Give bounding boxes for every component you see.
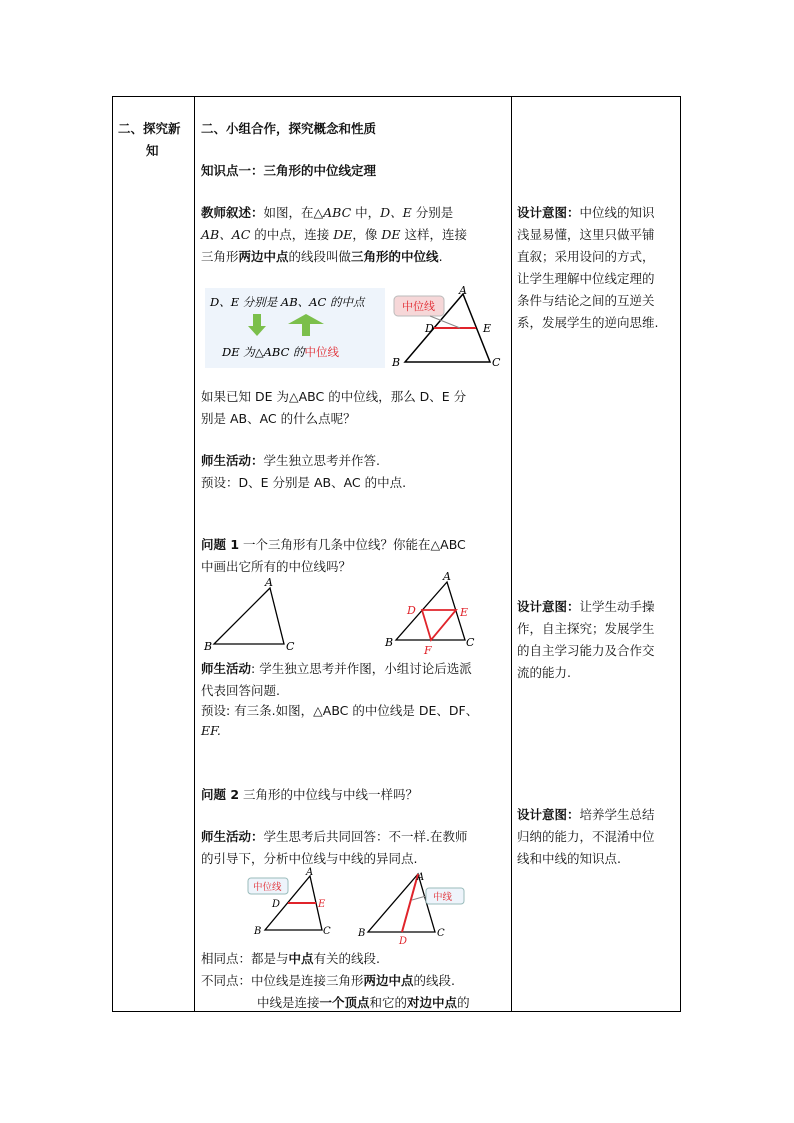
label-c: C — [492, 356, 501, 369]
midline-triangle-def — [422, 610, 456, 640]
activity-1: 师生活动：学生独立思考并作答. — [201, 453, 380, 468]
teacher-line-3: 三角形两边中点的线段叫做三角形的中位线. — [201, 249, 443, 264]
activity-3-line-2: 的引导下，分析中位线与中线的异同点. — [201, 851, 418, 866]
label-left-a: A — [265, 576, 273, 589]
label-n-c: C — [437, 928, 445, 939]
activity-2-line-2: 代表回答问题. — [201, 683, 280, 698]
three-midlines-diagram — [200, 572, 505, 658]
activity-3-line-1: 师生活动：学生思考后共同回答：不一样.在教师 — [201, 829, 468, 844]
midline-vs-median-diagram — [240, 866, 480, 948]
label-right-f: F — [424, 644, 432, 657]
label-d: D — [425, 322, 434, 335]
label-left-c: C — [286, 640, 295, 653]
diff-point-2: 中线是连接一个顶点和它的对边中点的 — [257, 995, 470, 1010]
triangle-left — [214, 588, 284, 644]
teacher-line-2: AB、AC 的中点，连接 DE，像 DE 这样，连接 — [201, 227, 468, 242]
section-heading: 二、小组合作，探究概念和性质 — [201, 121, 377, 136]
label-a: A — [459, 284, 467, 297]
column-divider-2 — [511, 97, 512, 1011]
callout-label: 中位线 — [402, 300, 435, 313]
definition-top-text: D、E 分别是 AB、AC 的中点 — [210, 295, 365, 309]
label-right-e: E — [460, 606, 469, 619]
label-n-a: A — [417, 872, 425, 883]
label-m-d: D — [272, 899, 281, 910]
same-point: 相同点：都是与中点有关的线段. — [201, 951, 381, 966]
label-e: E — [483, 322, 492, 335]
preset-2-line-1: 预设: 有三条.如图，△ABC 的中位线是 DE、DF、 — [201, 703, 479, 718]
median-callout-label: 中线 — [433, 892, 453, 903]
midline-callout-label: 中位线 — [253, 882, 282, 893]
label-right-d: D — [407, 604, 416, 617]
label-m-a: A — [306, 867, 314, 878]
preset-1: 预设：D、E 分别是 AB、AC 的中点. — [201, 475, 407, 490]
preset-2-line-2: EF. — [201, 723, 221, 738]
section-label-line2: 知 — [146, 143, 159, 158]
question-intro-line-1: 如果已知 DE 为△ABC 的中位线，那么 D、E 分 — [201, 389, 467, 404]
label-m-c: C — [323, 926, 331, 937]
question-1-line-2: 中画出它所有的中位线吗？ — [201, 559, 352, 574]
label-m-b: B — [254, 926, 262, 937]
diff-point: 不同点：中位线是连接三角形两边中点的线段. — [201, 973, 456, 988]
label-right-c: C — [466, 636, 475, 649]
label-n-b: B — [358, 928, 366, 939]
design-intent-3: 设计意图：培养学生总结 归纳的能力，不混淆中位 线和中线的知识点. — [517, 807, 655, 866]
design-intent-2: 设计意图：让学生动手操 作，自主探究；发展学生 的自主学习能力及合作交 流的能力. — [517, 599, 655, 680]
teacher-line-1: 教师叙述：如图，在△ABC 中，D、E 分别是 — [201, 205, 454, 220]
label-left-b: B — [204, 640, 213, 653]
midline-definition-diagram — [200, 282, 505, 372]
section-label-line1: 二、探究新 — [118, 121, 181, 136]
label-right-a: A — [443, 572, 451, 583]
knowledge-point-title: 知识点一：三角形的中位线定理 — [201, 163, 377, 178]
question-intro-line-2: 别是 AB、AC 的什么点呢？ — [201, 411, 356, 426]
question-2: 问题 2 三角形的中位线与中线一样吗？ — [201, 787, 419, 802]
question-1-line-1: 问题 1 一个三角形有几条中位线？你能在△ABC — [201, 537, 466, 552]
median-callout-pointer — [412, 896, 426, 900]
label-right-b: B — [385, 636, 394, 649]
label-m-e: E — [318, 899, 326, 910]
column-divider-1 — [194, 97, 195, 1011]
label-b: B — [392, 356, 401, 369]
activity-2-line-1: 师生活动: 学生独立思考并作图，小组讨论后选派 — [201, 661, 472, 676]
design-intent-1: 设计意图：中位线的知识 浅显易懂，这里只做平铺 直叙；采用设问的方式， 让学生理解中位线定理的 条件与结论之间的互逆关 系，发展学生的逆向思维. — [517, 205, 659, 330]
triangle-median — [368, 874, 435, 932]
label-n-d: D — [399, 936, 408, 947]
definition-bottom-text: DE 为△ABC 的中位线 — [222, 345, 340, 359]
callout-pointer — [430, 316, 460, 328]
